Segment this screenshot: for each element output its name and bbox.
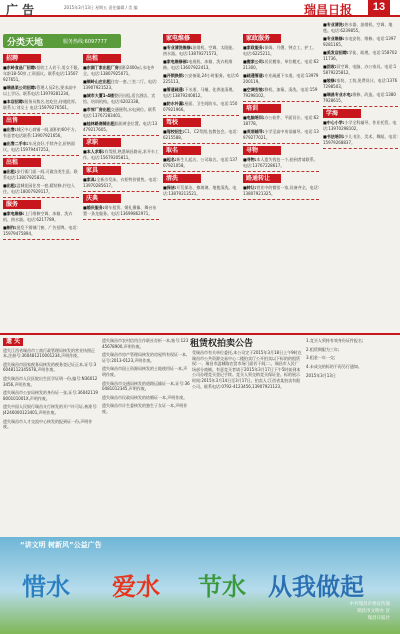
pub-header: “讲文明 树新风”公益广告 bbox=[20, 541, 102, 549]
ad-title: ■婚庆服务: bbox=[83, 205, 105, 210]
pub-word-1: 惜水 bbox=[22, 572, 70, 601]
ad-text: 家装、工装,免费设计。电话:13767298503。 bbox=[323, 78, 398, 89]
category-header: 学海 bbox=[323, 109, 361, 118]
ad-title: ■美发店招聘: bbox=[323, 50, 349, 55]
ad-title: ■回收: bbox=[323, 64, 337, 69]
classified-ad bbox=[243, 115, 319, 127]
ad-title: ■家具: bbox=[83, 177, 97, 182]
ad-text: 临街黄金位置。电话:13479217605。 bbox=[83, 121, 158, 132]
ad-title: ■防水补漏: bbox=[163, 101, 185, 106]
notice-term: 3.租金一年一交; bbox=[306, 355, 336, 361]
ad-text: 热水器、油烟机、空调、地毯。电话:6239855。 bbox=[323, 22, 393, 33]
lost-notice: 遗失瑞昌市计生委核发的独生子女证一本,声明作废。 bbox=[102, 403, 188, 414]
ad-text: 新生儿起名、公司取名。电话:13707921058。 bbox=[163, 157, 238, 168]
ad-text: 学徒、助理。电话:15870211736。 bbox=[323, 50, 398, 61]
category-header: 家具 bbox=[83, 166, 121, 175]
notice-title: 租赁权拍卖公告 bbox=[190, 339, 254, 349]
banner-title: 分类天地 bbox=[7, 38, 44, 48]
classified-ad bbox=[163, 185, 239, 197]
notice-term: 1.竞买人须持有效身份证件报名; bbox=[306, 338, 364, 343]
ad-text: 车况良好,手续齐全,价格面议。电话:15979447253。 bbox=[3, 141, 75, 152]
divider bbox=[163, 171, 239, 172]
section-title: 广 告 bbox=[6, 3, 35, 17]
ad-title: ■市郊厂房出租 bbox=[83, 107, 111, 112]
ad-text: 招收工人若干,男女不限,年龄18-50岁,工资面议。联系电话:13507927651。 bbox=[3, 65, 79, 82]
lost-notice: 遗失瑞昌市农村信用合作联社存折一本,账号:12345678900,声明作废。 bbox=[102, 338, 189, 349]
lost-notice: 遗失瑞昌市国家税务局核发的税务登记证正本,证号:36048112345678,声明作废。 bbox=[3, 361, 97, 373]
ad-title: ■专业清洗维修: bbox=[163, 45, 193, 50]
classified-ad bbox=[3, 211, 79, 223]
ad-title: ■搬家公司: bbox=[243, 59, 265, 64]
ad-title: ■出租: bbox=[3, 169, 17, 174]
classified-ad bbox=[163, 157, 239, 169]
ad-title: ■铜岭山庄出租 bbox=[83, 79, 111, 84]
ad-text: 旧空调、电脑、办公家具。电话:15879225812。 bbox=[323, 64, 397, 75]
ad-text: 住房一套,三室二厅。电话:13907921523。 bbox=[83, 79, 158, 90]
ad-text: C1、C2驾照,包教包会。电话:6215588。 bbox=[163, 129, 238, 140]
lost-notice: 遗失瑞昌市民政局核发的结婚证一本,声明作废。 bbox=[102, 394, 188, 400]
ad-title: ■书法培训: bbox=[323, 134, 345, 139]
notice-term: 4.未成交的标的不再另行通知。 bbox=[306, 363, 362, 369]
ad-text: 交通便利,水电到位。联系电话:13767283401。 bbox=[83, 107, 157, 118]
divider bbox=[83, 163, 159, 164]
lost-notice: 遗失瑞昌市公安局核发的身份证一张,证号:36042119800101001X,声明作废。 bbox=[3, 390, 98, 401]
pub-word-3: 节水 bbox=[198, 572, 246, 601]
category-header: 家电维修 bbox=[163, 34, 201, 43]
ad-title: ■疏通管道: bbox=[243, 73, 265, 78]
classified-ad bbox=[163, 45, 239, 57]
ad-title: ■开锁换锁: bbox=[163, 73, 185, 78]
ad-text: 步行街门面一间,可做各类生意。联系电话:13807925831。 bbox=[3, 169, 78, 180]
classified-ad bbox=[323, 36, 398, 48]
divider bbox=[3, 155, 79, 156]
ad-text: 服务员数名,包吃住,待遇优厚。联系人:刘女士 电话:15979276561。 bbox=[3, 99, 79, 110]
ad-text: 居民搬家、单位搬迁。电话:6221300。 bbox=[243, 59, 319, 70]
classified-ad bbox=[163, 73, 239, 85]
classified-ad bbox=[3, 99, 79, 111]
classified-ad bbox=[163, 87, 239, 99]
category-header: 求职 bbox=[83, 138, 121, 147]
ad-title: ■起名: bbox=[163, 157, 177, 162]
classified-ad bbox=[163, 59, 239, 71]
ad-title: ■专业清洗: bbox=[323, 22, 345, 27]
ad-text: 公安备案,24小时服务。电话:6225113。 bbox=[163, 73, 239, 84]
ad-title: ■出售: bbox=[3, 127, 17, 132]
pub-sign-1: 中共瑞昌市委宣传部 bbox=[349, 602, 390, 607]
ad-text: 维修、改造。电话:13807928615。 bbox=[323, 92, 396, 103]
classified-ad bbox=[243, 157, 319, 169]
ad-text: 保姆、月嫂、钟点工、护工。电话:6225211。 bbox=[243, 45, 317, 56]
classified-ad bbox=[3, 225, 79, 237]
divider bbox=[3, 197, 79, 198]
classified-ad bbox=[243, 45, 319, 57]
ad-title: ■装修: bbox=[323, 78, 337, 83]
classified-ad bbox=[83, 107, 159, 119]
ad-title: ■桂林路商铺出租 bbox=[83, 121, 115, 126]
banner-phone: 服务热线:6097777 bbox=[63, 39, 107, 45]
divider bbox=[3, 239, 79, 240]
ad-title: ■管道疏通: bbox=[163, 87, 185, 92]
ad-text: 专业疏通下水道。电话:13979200119。 bbox=[243, 73, 319, 84]
ad-text: 面积2400㎡,水电齐全。电话:13807925071。 bbox=[83, 65, 155, 76]
ad-title: ■转让: bbox=[243, 185, 257, 190]
divider bbox=[163, 115, 239, 116]
classified-ad bbox=[3, 141, 79, 153]
classified-ad bbox=[243, 73, 319, 85]
classified-ad bbox=[243, 185, 319, 197]
header-date: 2015年3月13日 星期五 责任编辑 / 美 编 bbox=[64, 5, 138, 10]
ad-text: 本人遗失钱包一个,拾到者请联系。电话:13767228617。 bbox=[243, 157, 318, 168]
ad-title: ■家电维修: bbox=[3, 211, 25, 216]
notice-date: 2015年3月13日 bbox=[306, 373, 336, 379]
ad-text: 小学至高中英语辅导。电话:13979277021。 bbox=[243, 129, 319, 140]
category-header: 出租 bbox=[3, 158, 41, 167]
ad-title: ■保洁: bbox=[163, 185, 177, 190]
classified-ad bbox=[243, 87, 319, 99]
classified-ad bbox=[83, 79, 159, 91]
pub-slogan: 从我做起 bbox=[268, 572, 364, 601]
divider bbox=[163, 143, 239, 144]
ad-text: 少儿书法、美术、舞蹈。电话:15979268837。 bbox=[323, 134, 398, 145]
divider bbox=[163, 199, 239, 200]
classified-ad bbox=[323, 120, 398, 132]
ad-title: ■出租: bbox=[3, 183, 17, 188]
lost-list bbox=[3, 348, 98, 430]
divider bbox=[83, 219, 159, 220]
ad-text: 开荒保洁、擦玻璃、地毯清洗。电话:13879213521。 bbox=[163, 185, 237, 196]
divider bbox=[323, 106, 398, 107]
ad-title: ■寻物: bbox=[243, 157, 257, 162]
classified-ad bbox=[3, 169, 79, 181]
category-header: 招聘 bbox=[3, 54, 41, 63]
ad-title: ■驾校招生: bbox=[163, 129, 185, 134]
divider bbox=[243, 171, 319, 172]
divider bbox=[243, 143, 319, 144]
classified-ad bbox=[83, 65, 159, 77]
lost-notices bbox=[3, 338, 98, 534]
ad-text: 小学全科辅导、作业托管。电话:13970298102。 bbox=[323, 120, 397, 131]
ad-text: 全新沙发床、衣柜特价销售。电话:13970285617。 bbox=[83, 177, 158, 188]
lost-notice: 遗失江西省瑞昌市工商行政管理局核发的营业执照正本,注册号:360481210001234,声明作废。 bbox=[3, 347, 95, 359]
page-header bbox=[0, 0, 400, 17]
ad-title: ■瑞昌专业水电: bbox=[323, 92, 353, 97]
classified-ad bbox=[3, 127, 79, 139]
category-header: 路通转让 bbox=[243, 174, 281, 183]
classified-ad bbox=[243, 59, 319, 71]
classified-ad bbox=[323, 64, 398, 76]
ad-title: ■电脑培训: bbox=[243, 115, 265, 120]
ad-text: 下水道、马桶、化粪池清理。电话:13879240812。 bbox=[163, 87, 237, 98]
classified-ad bbox=[163, 101, 239, 113]
ad-text: 有驾照,熟悉瑞昌路况,求开车工作。电话:15679205811。 bbox=[83, 149, 159, 160]
column-2 bbox=[83, 52, 159, 332]
notice-right bbox=[306, 338, 397, 534]
divider bbox=[243, 199, 319, 200]
public-service-ad bbox=[0, 537, 400, 634]
classified-ad bbox=[323, 50, 398, 62]
page-number: 13 bbox=[368, 0, 390, 15]
ad-text: 城区中心商铺一间,面积约60平方,有意者电话联系:13907921656。 bbox=[3, 127, 77, 138]
ad-title: ■本店招聘: bbox=[3, 99, 25, 104]
ad-title: ■中心小学: bbox=[323, 120, 345, 125]
ad-text: 屋面、卫生间防水。电话:15007921966。 bbox=[163, 101, 238, 112]
category-header: 驾校 bbox=[163, 118, 201, 127]
divider bbox=[243, 101, 319, 102]
ad-title: ■本人求职: bbox=[83, 149, 105, 154]
pub-sign-2: 瑞昌市文明办 宣 bbox=[357, 609, 390, 614]
ad-title: ■家电维修部: bbox=[163, 59, 189, 64]
classified-ad bbox=[323, 92, 398, 104]
ad-text: 婚车租赁、婚礼摄像、舞台布置一条龙服务。电话:13699862971。 bbox=[83, 205, 157, 216]
category-header: 服务 bbox=[3, 200, 41, 209]
classified-ad bbox=[163, 129, 239, 141]
ad-title: ■空调安装: bbox=[243, 87, 265, 92]
notice-body: 受瑞昌市有关单位委托,本公司定于2015年3月18日上午9时在瑞昌市公共资源交易中心二楼拍卖厅公开拍卖以下标的的租赁权:一、瑞昌市湓城路农贸市场门面若干间;二、瑞昌市人民广场部分商铺。有意竞买者请于2015年3月17日下午5时前到本公司办理竞买登记手续。竞买人须交纳竞买保证金。标的展示时间:2015年3月14日至3月17日。拍卖人:江西省某拍卖有限公司。联系电话:0792-4123456,13907921123。 bbox=[192, 350, 302, 389]
column-1 bbox=[3, 52, 79, 332]
lost-notice: 遗失瑞昌市交通局核发的道路运输证一本,证号:360481012345,声明作废。 bbox=[102, 380, 190, 392]
classified-ad bbox=[323, 22, 398, 34]
ad-title: ■瑞昌某公司招聘: bbox=[3, 85, 37, 90]
ad-text: 整层出租,适合酒店、宾馆、培训机构。电话:6202338。 bbox=[83, 93, 156, 104]
classified-ad bbox=[3, 183, 79, 195]
ad-text: 湓城花园住房一套,精装修,拎包入住。电话:18007929117。 bbox=[3, 183, 75, 194]
ad-title: ■东岭食品厂招聘: bbox=[3, 65, 37, 70]
category-header: 清洗 bbox=[163, 174, 201, 183]
middle-notices bbox=[102, 338, 190, 534]
pub-sign-3: 瑞昌日报社 bbox=[367, 616, 390, 621]
ad-title: ■出售二手车: bbox=[3, 141, 29, 146]
divider bbox=[83, 191, 159, 192]
pub-word-2: 爱水 bbox=[112, 572, 160, 601]
ad-text: 营业中的餐馆一家,设备齐全。电话:13807921325。 bbox=[243, 185, 319, 196]
section-divider bbox=[0, 333, 400, 335]
ad-text: 管理人员2名,要求高中以上学历。联系电话:13979281234。 bbox=[3, 85, 77, 96]
classified-ad bbox=[243, 129, 319, 141]
ad-text: 油烟机、空调、太阳能、热水器。电话:13879271573。 bbox=[163, 45, 237, 56]
divider bbox=[323, 148, 398, 149]
category-header: 出售 bbox=[3, 116, 41, 125]
category-header: 培训 bbox=[243, 104, 281, 113]
classified-ad bbox=[3, 85, 79, 97]
classified-ad bbox=[83, 177, 159, 189]
ad-title: ■英语辅导: bbox=[243, 129, 265, 134]
notice-term: 2.租赁期限为三年; bbox=[306, 346, 340, 352]
classified-ad bbox=[323, 134, 398, 146]
ad-text: 批发不锈钢门窗、广告招牌。电话:15979475894。 bbox=[3, 225, 78, 236]
category-header: 庆典 bbox=[83, 194, 121, 203]
divider bbox=[83, 135, 159, 136]
ad-title: ■东湖丁家出租厂房 bbox=[83, 65, 119, 70]
lost-title: 遗 失 bbox=[3, 338, 23, 346]
category-header: 取名 bbox=[163, 146, 201, 155]
category-header: 家政服务 bbox=[243, 34, 281, 43]
category-header: 寻物 bbox=[243, 146, 281, 155]
classified-ad bbox=[83, 149, 159, 161]
column-3 bbox=[163, 32, 239, 332]
notice-terms bbox=[306, 338, 397, 369]
newspaper-brand: 瑞昌日报 bbox=[304, 3, 353, 17]
ad-title: ■城市大厦1-4楼 bbox=[83, 93, 115, 98]
classified-ad bbox=[3, 65, 79, 83]
classified-ad bbox=[83, 93, 159, 105]
lost-notice: 遗失瑞昌市国土资源局核发的土地使用证一本,声明作废。 bbox=[102, 366, 188, 377]
ad-text: 电视机、冰箱、洗衣机维修。电话:13607922413。 bbox=[163, 59, 233, 70]
lost-notice: 遗失瑞昌市人民医院出生医学证明一份,编号:N360123456,声明作废。 bbox=[3, 375, 98, 387]
column-4 bbox=[243, 32, 319, 332]
classified-ad bbox=[83, 205, 159, 217]
lost-notice: 遗失瑞昌市人才交流中心核发的报到证一份,声明作废。 bbox=[3, 418, 93, 430]
ad-text: 水电安装、维修。电话:13979281165。 bbox=[323, 36, 396, 47]
ad-title: ■制作: bbox=[3, 225, 17, 230]
ad-title: ■专业维修: bbox=[323, 36, 345, 41]
divider bbox=[3, 113, 79, 114]
classified-ad bbox=[83, 121, 159, 133]
lost-notice: 遗失中国人民银行瑞昌支行核发的开户许可证,核准号:J4246000123401,声明作废。 bbox=[3, 404, 98, 415]
column-5 bbox=[323, 22, 398, 332]
ad-title: ■家政服务: bbox=[243, 45, 265, 50]
classified-ad bbox=[323, 78, 398, 90]
category-header: 出租 bbox=[83, 54, 121, 63]
ad-text: 办公软件、平面设计。电话:6218778。 bbox=[243, 115, 319, 126]
lost-notice: 遗失瑞昌市房产管理局核发的房屋所有权证一本,证号:2013-0123,声明作废。 bbox=[102, 352, 188, 363]
classified-banner bbox=[3, 34, 121, 48]
ad-text: 上门维修空调、冰箱、洗衣机、热水器。电话:6217789。 bbox=[3, 211, 73, 222]
ad-text: 移机、加氟、清洗。电话:15979298102。 bbox=[243, 87, 318, 98]
